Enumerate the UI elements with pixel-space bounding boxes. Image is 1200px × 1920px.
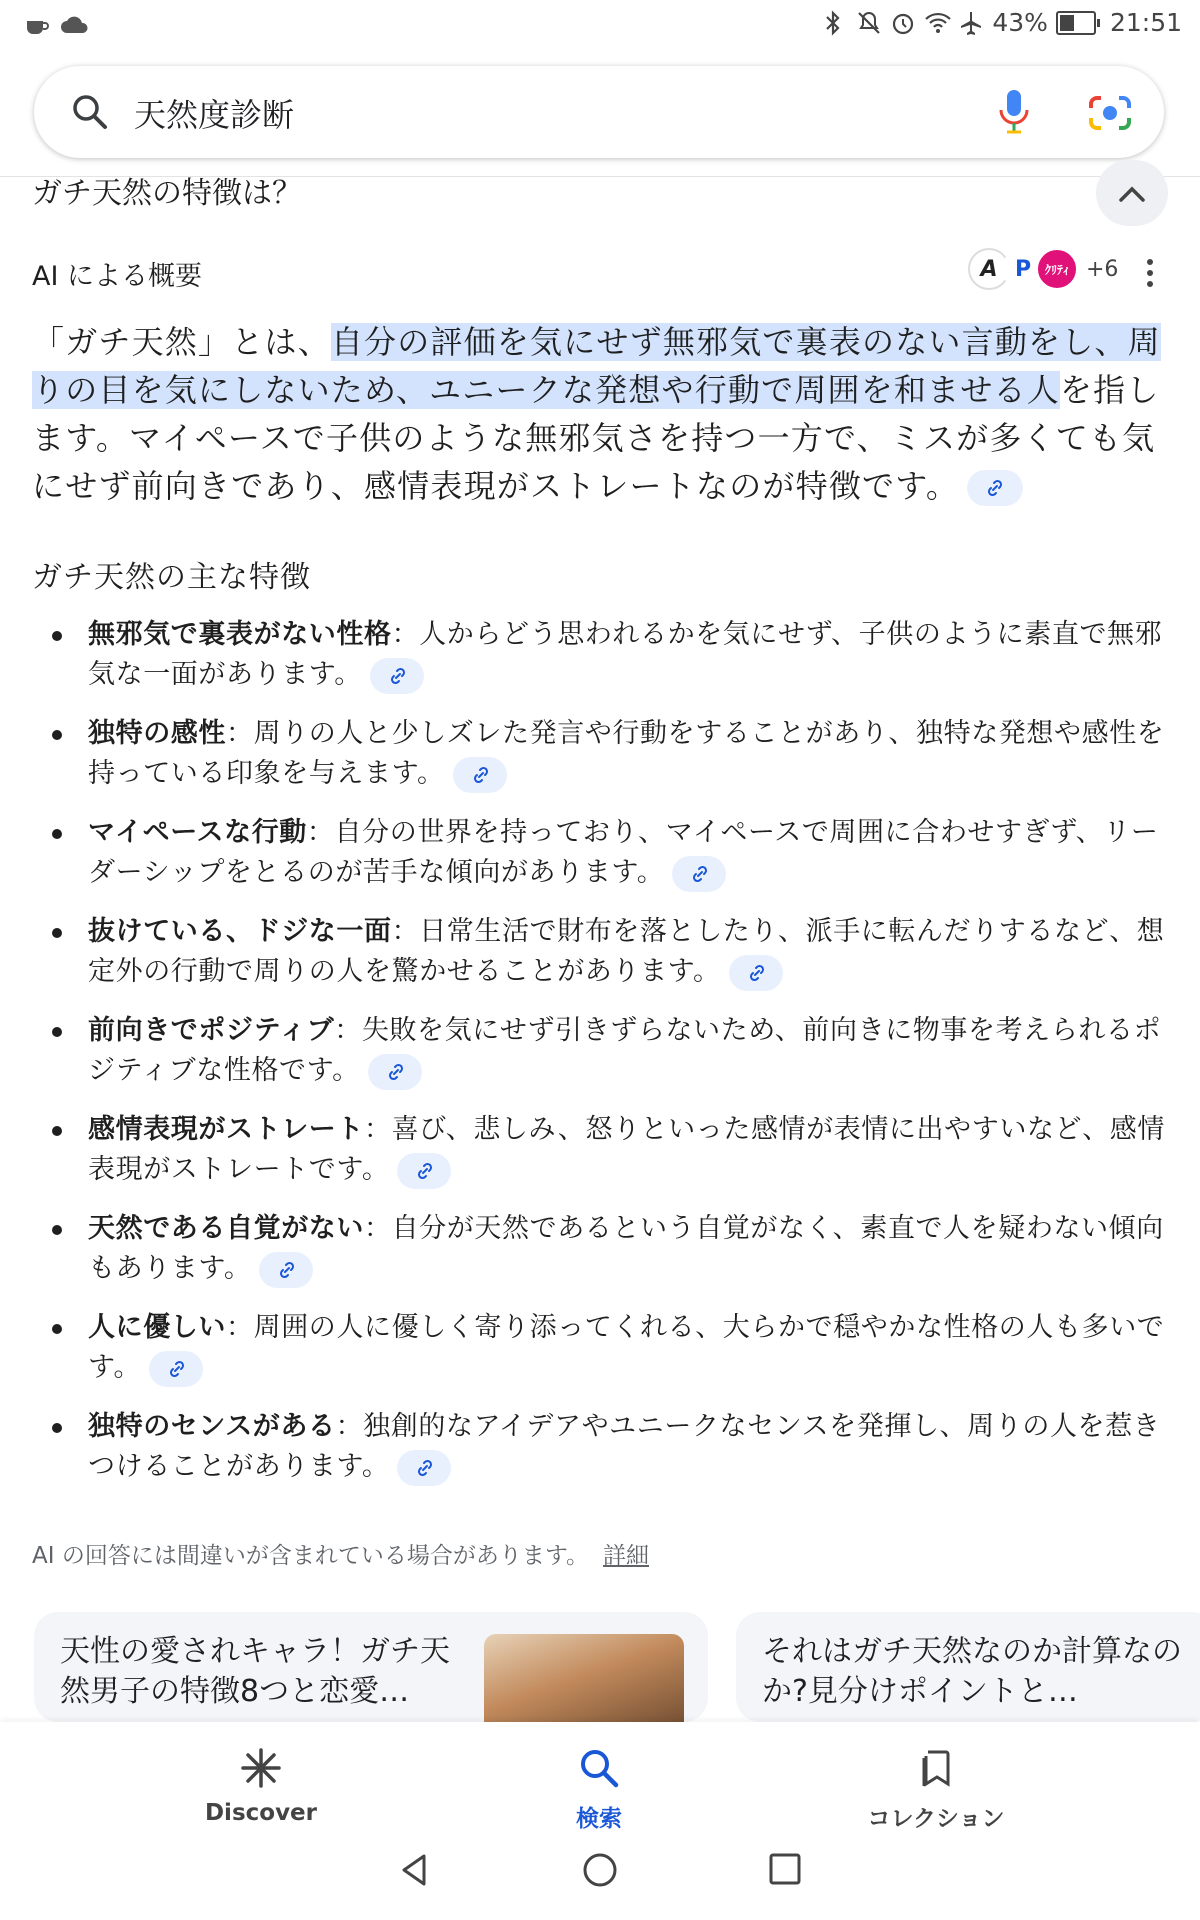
details-link[interactable]: 詳細 xyxy=(603,1543,649,1569)
cloud-icon xyxy=(60,12,86,38)
card-title: それはガチ天然なのか計算なのか?見分けポイントと… xyxy=(762,1634,1182,1709)
list-item: マイペースな行動：自分の世界を持っており、マイペースで周囲に合わせすぎず、リーダーシップをとるのが苦手な傾向があります。 xyxy=(32,813,1177,893)
wifi-icon xyxy=(924,10,950,36)
feature-list xyxy=(32,615,1177,1506)
search-icon[interactable] xyxy=(70,92,110,132)
result-card[interactable] xyxy=(736,1612,1200,1722)
card-thumbnail xyxy=(484,1634,684,1722)
nav-discover[interactable]: Discover xyxy=(161,1746,361,1826)
source-link-chip[interactable] xyxy=(259,1252,313,1288)
chevron-up-icon xyxy=(1096,160,1168,226)
bottom-nav xyxy=(0,1722,1200,1920)
clock: 21:51 xyxy=(1109,8,1182,37)
link-icon xyxy=(277,1260,297,1280)
link-icon xyxy=(415,1458,435,1478)
bookmarks-icon xyxy=(914,1746,958,1790)
nav-collections[interactable]: コレクション xyxy=(836,1746,1036,1833)
source-link-chip[interactable] xyxy=(729,955,783,991)
list-item: 感情表現がストレート：喜び、悲しみ、怒りといった感情が表情に出やすいなど、感情表現がストレートです。 xyxy=(32,1110,1177,1190)
status-bar xyxy=(0,0,1200,50)
list-item: 前向きでポジティブ：失敗を気にせず引きずらないため、前向きに物事を考えられるポジティブな性格です。 xyxy=(32,1011,1177,1091)
search-bar[interactable] xyxy=(34,66,1164,158)
question-title: ガチ天然の特徴は？ xyxy=(32,176,302,211)
battery-percent: 43% xyxy=(992,8,1048,37)
mic-icon[interactable] xyxy=(997,88,1031,136)
nav-search[interactable]: 検索 xyxy=(499,1746,699,1833)
disclaimer: AI の回答には間違いが含まれている場合があります。 詳細 xyxy=(32,1543,649,1569)
source-link-chip[interactable] xyxy=(453,757,507,793)
more-options-icon[interactable] xyxy=(1142,256,1158,290)
bluetooth-icon xyxy=(822,10,848,36)
source-logo-p[interactable]: P xyxy=(1002,248,1044,290)
link-icon xyxy=(471,765,491,785)
asterisk-icon xyxy=(239,1746,283,1790)
link-icon xyxy=(415,1161,435,1181)
source-link-chip[interactable] xyxy=(672,856,726,892)
airplane-icon xyxy=(958,10,984,36)
recents-icon[interactable] xyxy=(768,1852,802,1886)
mute-icon xyxy=(856,10,882,36)
ai-overview-label: AI による概要 xyxy=(32,261,203,292)
alarm-icon xyxy=(890,10,916,36)
back-icon[interactable] xyxy=(398,1852,430,1888)
home-icon[interactable] xyxy=(582,1852,618,1888)
search-input[interactable]: 天然度診断 xyxy=(134,96,295,134)
source-link-chip[interactable] xyxy=(370,658,424,694)
source-logo-a[interactable]: A xyxy=(968,248,1010,290)
link-icon xyxy=(167,1359,187,1379)
list-item: 独特のセンスがある：独創的なアイデアやユニークなセンスを発揮し、周りの人を惹きつけることがあります。 xyxy=(32,1407,1177,1487)
list-item: 無邪気で裏表がない性格：人からどう思われるかを気にせず、子供のように素直で無邪気な一面があります。 xyxy=(32,615,1177,695)
list-item: 人に優しい：周囲の人に優しく寄り添ってくれる、大らかで穏やかな性格の人も多いです。 xyxy=(32,1308,1177,1388)
coffee-icon xyxy=(24,12,50,38)
battery-icon xyxy=(1056,11,1096,35)
list-item: 独特の感性：周りの人と少しズレた発言や行動をすることがあり、独特な発想や感性を持っている印象を与えます。 xyxy=(32,714,1177,794)
source-link-chip[interactable] xyxy=(967,470,1023,506)
link-icon xyxy=(386,1062,406,1082)
list-item: 抜けている、ドジな一面：日常生活で財布を落としたり、派手に転んだりするなど、想定外の行動で周りの人を驚かせることがあります。 xyxy=(32,912,1177,992)
collapse-button[interactable] xyxy=(1096,160,1168,226)
summary-highlight: 自分の評価を気にせず無邪気で裏表のない言動をし、周りの目を気にしないため、ユニークな発想や行動で周囲を和ませる人 xyxy=(32,323,1161,409)
link-icon xyxy=(690,864,710,884)
search-icon xyxy=(577,1746,621,1790)
link-icon xyxy=(747,963,767,983)
source-logos[interactable] xyxy=(968,248,1118,290)
source-link-chip[interactable] xyxy=(397,1153,451,1189)
ai-summary: 「ガチ天然」とは、自分の評価を気にせず無邪気で裏表のない言動をし、周りの目を気にしないため、ユニークな発想や行動で周囲を和ませる人を指します。マイペースで子供のような無邪気さを持つ一方で、ミスが多くても気にせず前向きであり、感情表現がストレートなのが特徴です。 xyxy=(32,323,1161,505)
source-link-chip[interactable] xyxy=(397,1450,451,1486)
sources-more-count[interactable]: +6 xyxy=(1086,256,1119,282)
result-card[interactable] xyxy=(34,1612,708,1722)
source-link-chip[interactable] xyxy=(368,1054,422,1090)
link-icon xyxy=(388,666,408,686)
source-logo-m[interactable]: ｸﾘﾃｨ xyxy=(1036,248,1078,290)
link-icon xyxy=(985,478,1005,498)
list-item: 天然である自覚がない：自分が天然であるという自覚がなく、素直で人を疑わない傾向もあります。 xyxy=(32,1209,1177,1289)
subheading: ガチ天然の主な特徴 xyxy=(32,560,311,595)
source-link-chip[interactable] xyxy=(149,1351,203,1387)
lens-camera-icon[interactable] xyxy=(1087,90,1133,136)
card-title: 天性の愛されキャラ！ガチ天然男子の特徴8つと恋愛… xyxy=(60,1634,450,1709)
